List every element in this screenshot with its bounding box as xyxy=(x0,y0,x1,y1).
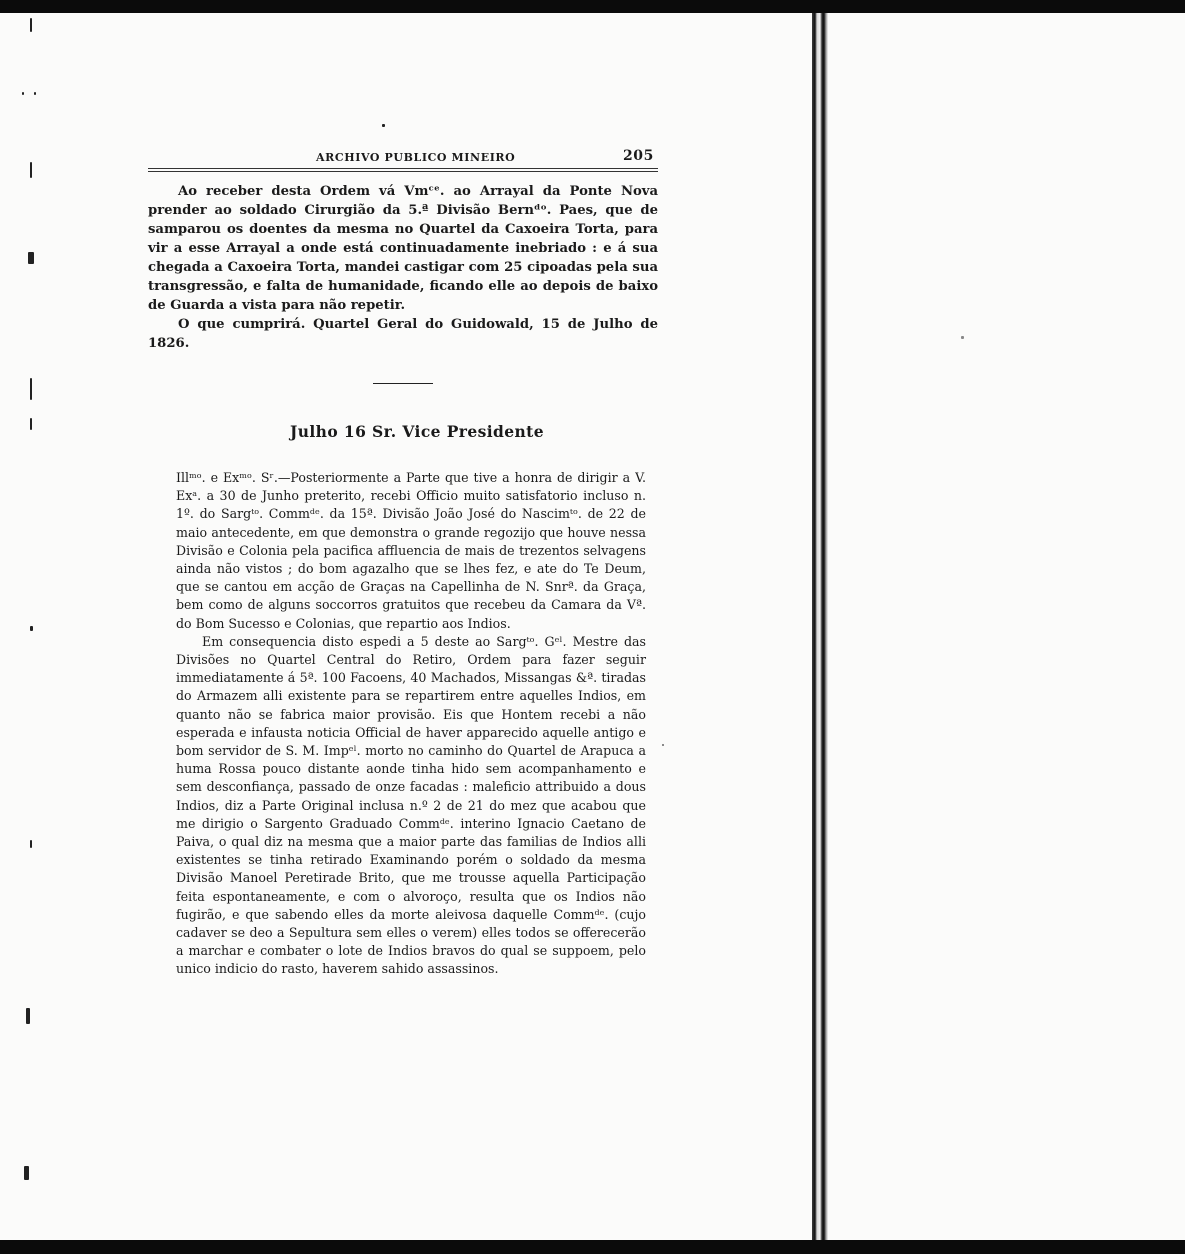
margin-mark xyxy=(24,1166,29,1180)
section-separator xyxy=(373,383,433,384)
margin-mark xyxy=(22,92,24,95)
page-dot xyxy=(382,124,385,127)
margin-mark xyxy=(26,1008,30,1024)
page-number: 205 xyxy=(622,148,654,164)
margin-mark xyxy=(30,162,32,178)
book-gutter xyxy=(812,13,828,1240)
page-dot xyxy=(961,336,964,339)
scan-border-bottom xyxy=(0,1240,1185,1254)
letter-to-vice-president xyxy=(176,469,646,979)
letter-paragraph: Illᵐᵒ. e Exᵐᵒ. Sʳ.—Posteriormente a Parte que tive a honra de dirigir a V. Exᵃ. a 30 de Junho preterito, recebi Officio muito satisfatorio incluso n. 1º. do Sargᵗᵒ. Commᵈᵉ. da 15ª. Divisão João José do Nascimᵗᵒ. de 22 de maio antecedente, em que demonstra o grande regozijo que houve nessa Divisão e Colonia pela pacifica affluencia de mais de trezentos selvagens ainda não vistos ; do bom agazalho que se lhes fez, e ate do Te Deum, que se cantou em acção de Graças na Capellinha de N. Snrª. da Graça, bem como de alguns soccorros gratuitos que recebeu da Camara da Vª. do Bom Sucesso e Colonias, que repartio aos Indios. xyxy=(176,470,646,631)
order-closing: O que cumprirá. Quartel Geral do Guidowald, 15 de Julho de 1826. xyxy=(148,317,658,351)
scan-border-top xyxy=(0,0,1185,13)
printed-page xyxy=(148,144,658,979)
margin-mark xyxy=(30,18,32,32)
margin-mark xyxy=(30,840,32,848)
order-paragraph: Ao receber desta Ordem vá Vmᶜᵉ. ao Arrayal da Ponte Nova prender ao soldado Cirurgião da 5.ª Divisão Bernᵈᵒ. Paes, que de samparou os doentes da mesma no Quartel da Caxoeira Torta, para vir a esse Arrayal a onde está continuadamente inebriado : e á sua chegada a Caxoeira Torta, mandei castigar com 25 cipoadas pela sua transgressão, e falta de humanidade, ficando elle ao depois de baixo de Guarda a vista para não repetir. xyxy=(148,184,658,313)
running-head xyxy=(148,144,658,166)
margin-mark xyxy=(28,252,34,264)
margin-mark xyxy=(30,418,32,430)
running-head-title: ARCHIVO PUBLICO MINEIRO xyxy=(316,151,516,164)
letter-heading: Julho 16 Sr. Vice Presidente xyxy=(289,422,544,441)
letter-order xyxy=(148,182,658,353)
letter-paragraph: Em consequencia disto espedi a 5 deste ao Sargᵗᵒ. Gᵉˡ. Mestre das Divisões no Quartel Central do Retiro, Ordem para fazer seguir immediatamente á 5ª. 100 Facoens, 40 Machados, Missangas &ª. tiradas do Armazem alli existente para se repartirem entre aquelles Indios, em quanto não se fabrica maior provisão. Eis que Hontem recebi a não esperada e infausta noticia Official de haver apparecido aquelle antigo e bom servidor de S. M. Impᵉˡ. morto no caminho do Quartel de Arapuca a huma Rossa pouco distante aonde tinha hido sem acompanhamento e sem desconfiança, passado de onze facadas : maleficio attribuido a dous Indios, diz a Parte Original inclusa n.º 2 de 21 do mez que acabou que me dirigio o Sargento Graduado Commᵈᵉ. interino Ignacio Caetano de Paiva, o qual diz na mesma que a maior parte das familias de Indios alli existentes se tinha retirado Examinando porém o soldado da mesma Divisão Manoel Peretirade Brito, que me trousse aquella Participação feita espontaneamente, e com o alvoroço, resulta que os Indios não fugirão, e que sabendo elles da morte aleivosa daquelle Commᵈᵉ. (cujo cadaver se deo a Sepultura sem elles o verem) elles todos se offerecerão a marchar e combater o lote de Indios bravos do qual se suppoem, pelo unico indicio do rasto, haverem sahido assassinos. xyxy=(176,633,646,977)
margin-mark xyxy=(30,378,32,400)
page-dot xyxy=(662,744,664,746)
margin-mark xyxy=(34,92,36,95)
margin-mark xyxy=(30,626,33,631)
header-rule xyxy=(148,168,658,172)
